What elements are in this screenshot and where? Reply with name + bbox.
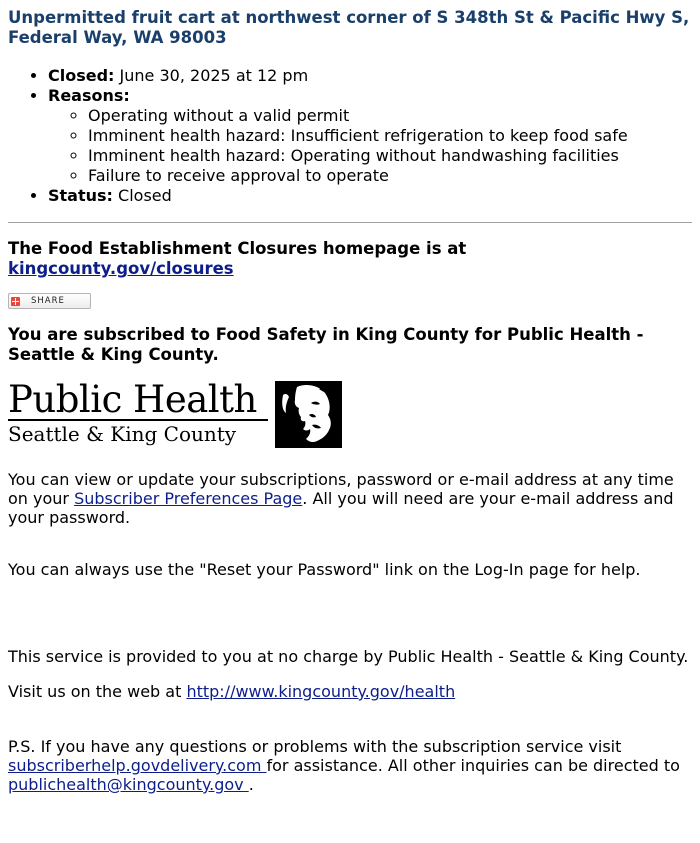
closed-label: Closed:	[48, 66, 115, 85]
reset-password-paragraph: You can always use the "Reset your Password" link on the Log-In page for help.	[8, 560, 641, 579]
reason-item: ◦ Imminent health hazard: Insufficient refrigeration to keep food safe	[88, 126, 692, 146]
visit-paragraph	[8, 682, 692, 701]
logo-bottom-text: Seattle & King County	[8, 422, 237, 446]
homepage-line	[8, 239, 692, 279]
plus-icon	[11, 297, 20, 306]
ps-text-after: .	[248, 775, 254, 794]
divider	[8, 222, 692, 223]
closure-title: Unpermitted fruit cart at northwest corner of S 348th St & Pacific Hwy S, Federal Way, WA 98003	[8, 8, 690, 47]
closure-details	[8, 66, 692, 206]
subscriber-preferences-link[interactable]: Subscriber Preferences Page	[74, 489, 303, 508]
ps-text-middle: for assistance. All other inquiries can be directed to	[266, 756, 680, 775]
subscriber-help-link[interactable]: subscriberhelp.govdelivery.com	[8, 756, 267, 775]
health-website-link[interactable]: http://www.kingcounty.gov/health	[186, 682, 456, 701]
preferences-text-before: You can view or update your subscriptions, password or e-mail address at any time on your	[8, 470, 674, 508]
reason-item: ◦ Operating without a valid permit	[88, 106, 692, 126]
share-button[interactable]	[8, 293, 91, 309]
status-value: Closed	[118, 186, 172, 205]
reason-item: ◦ Imminent health hazard: Operating without handwashing facilities	[88, 146, 692, 166]
ps-text-before: P.S. If you have any questions or problems with the subscription service visit	[8, 737, 622, 756]
closed-value: June 30, 2025 at 12 pm	[119, 66, 309, 85]
public-health-email-link[interactable]: publichealth@kingcounty.gov	[8, 775, 249, 794]
ps-paragraph	[8, 737, 692, 794]
preferences-paragraph	[8, 470, 692, 527]
closed-item	[48, 66, 692, 86]
visit-text: Visit us on the web at	[8, 682, 187, 701]
logo-top-text: Public Health	[8, 378, 257, 421]
preferences-text-after: . All you will need are your e-mail address and your password.	[8, 489, 674, 527]
reasons-item	[48, 86, 692, 186]
public-health-logo	[8, 378, 692, 451]
reasons-list	[48, 106, 692, 186]
status-item	[48, 186, 692, 206]
logo-wordmark	[8, 378, 270, 447]
face-silhouette-icon	[275, 381, 342, 448]
service-paragraph: This service is provided to you at no charge by Public Health - Seattle & King County.	[8, 647, 689, 666]
subscription-notice: You are subscribed to Food Safety in King County for Public Health - Seattle & King County.	[8, 325, 644, 364]
closures-link[interactable]: kingcounty.gov/closures	[8, 259, 234, 278]
share-label: SHARE	[31, 296, 65, 306]
reasons-label: Reasons:	[48, 86, 130, 105]
homepage-text: The Food Establishment Closures homepage is at	[8, 239, 467, 258]
status-label: Status:	[48, 186, 113, 205]
reason-item: ◦ Failure to receive approval to operate	[88, 166, 692, 186]
